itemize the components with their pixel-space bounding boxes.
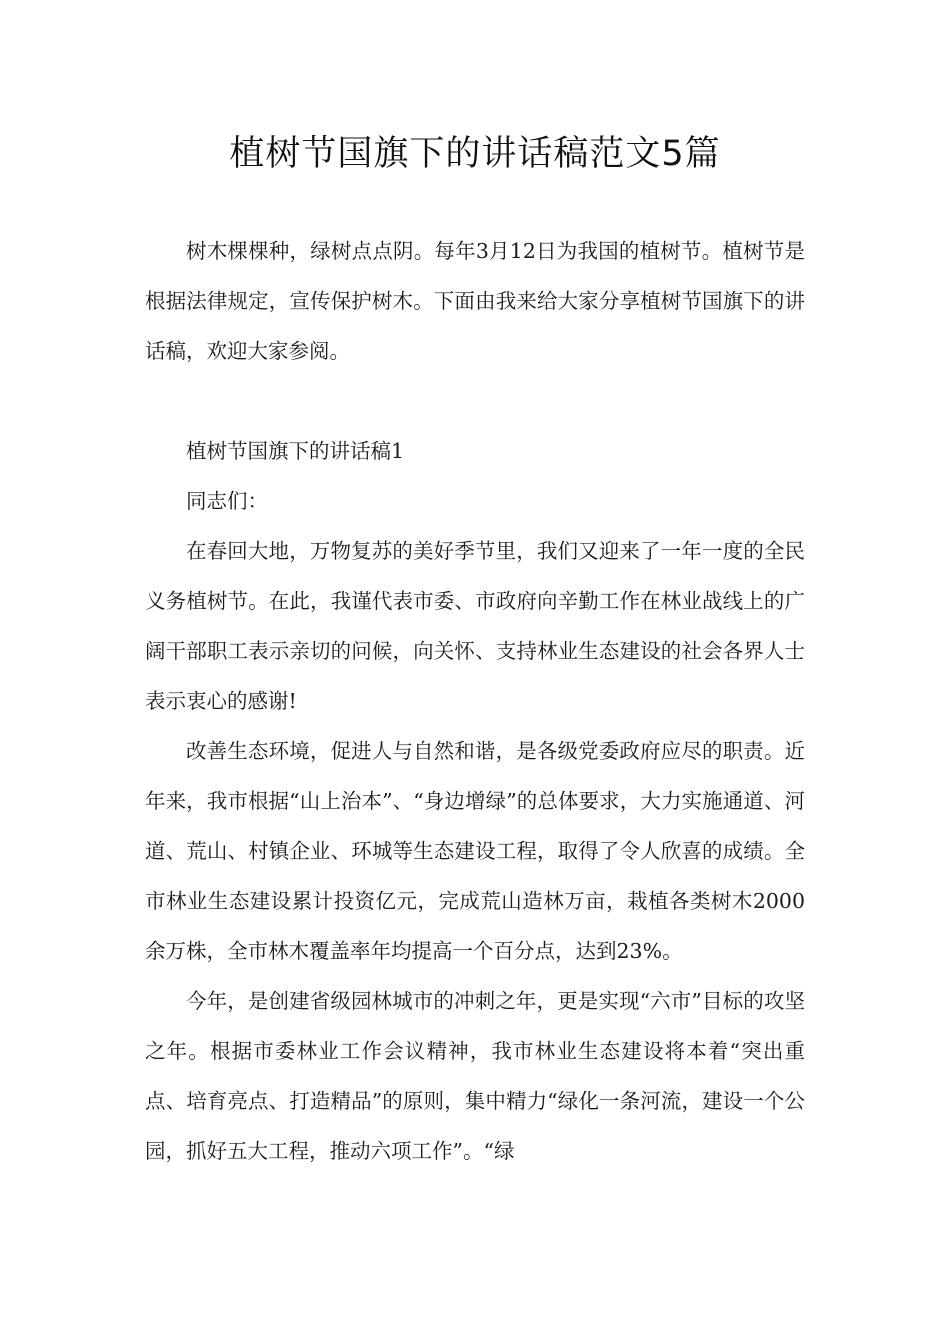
body-paragraph: 改善生态环境，促进人与自然和谐，是各级党委政府应尽的职责。近年来，我市根据“山上治本”、“身边增绿”的总体要求，大力实施通道、河道、荒山、村镇企业、环城等生态建设工程，取得了令人欣喜的成绩。全市林业生态建设累计投资亿元，完成荒山造林万亩，栽植各类树木2000余万株，全市林木覆盖率年均提高一个百分点，达到23%。	[145, 739, 805, 963]
document-body	[145, 226, 805, 1176]
spacer	[145, 376, 805, 426]
intro-paragraph: 树木棵棵种，绿树点点阴。每年3月12日为我国的植树节。植树节是根据法律规定，宣传保护树木。下面由我来给大家分享植树节国旗下的讲话稿，欢迎大家参阅。	[145, 239, 805, 363]
document-title: 植树节国旗下的讲话稿范文5篇	[229, 134, 721, 174]
section-heading: 植树节国旗下的讲话稿1	[186, 439, 405, 463]
body-paragraph: 在春回大地，万物复苏的美好季节里，我们又迎来了一年一度的全民义务植树节。在此，我谨代表市委、市政府向辛勤工作在林业战线上的广阔干部职工表示亲切的问候，向关怀、支持林业生态建设的社会各界人士表示衷心的感谢!	[145, 539, 805, 713]
salutation: 同志们：	[186, 489, 268, 513]
body-paragraph: 今年，是创建省级园林城市的冲刺之年，更是实现“六市”目标的攻坚之年。根据市委林业工作会议精神，我市林业生态建设将本着“突出重点、培育亮点、打造精品”的原则，集中精力“绿化一条河流，建设一个公园，抓好五大工程，推动六项工作”。“绿	[145, 989, 805, 1163]
